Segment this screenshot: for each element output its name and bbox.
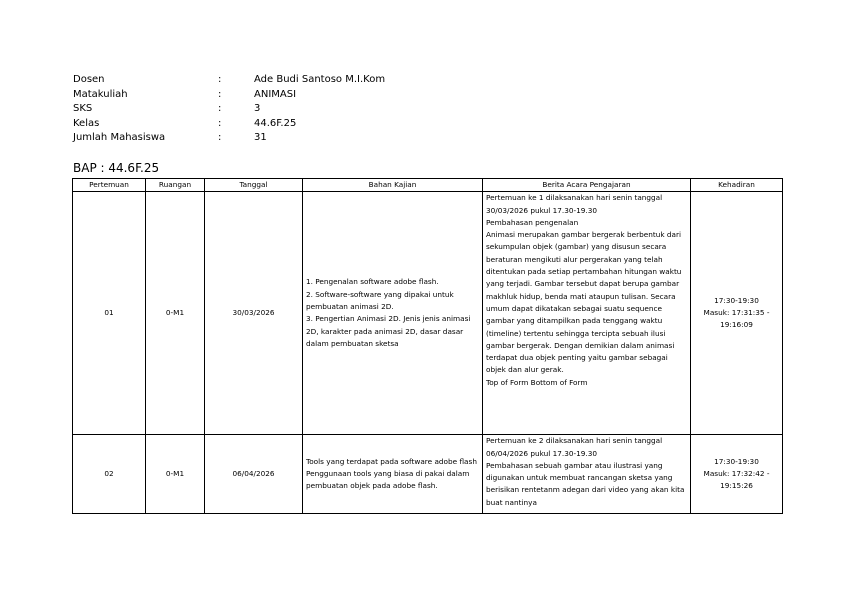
berita-line: Pembahasan sebuah gambar atau ilustrasi yang digunakan untuk membuat rancangan sketsa yang berisikan rentetanm adegan dari video yang akan kita buat nantinya [486,460,685,507]
bap-title: BAP : 44.6F.25 [73,161,160,175]
cell-berita-acara [483,435,691,514]
cell-ruangan: 0-M1 [146,192,205,435]
course-info [73,73,385,146]
info-label: SKS [73,103,93,115]
cell-kehadiran [691,192,783,435]
info-label: Dosen [73,74,105,85]
info-colon: : [218,88,222,100]
kehadiran-masuk: Masuk: 17:32:42 - 19:15:26 [703,469,770,491]
cell-tanggal: 30/03/2026 [205,192,303,435]
info-label: Kelas [73,117,100,129]
info-value: 31 [254,132,267,144]
info-label: Matakuliah [73,88,128,100]
info-value: 3 [254,103,261,115]
bahan-line: Tools yang terdapat pada software adobe flash Penggunaan tools yang biasa di pakai dalam pembuatan objek pada adobe flash. [306,456,477,491]
cell-pertemuan: 02 [73,435,146,514]
bahan-line: 1. Pengenalan software adobe flash. [306,277,439,287]
info-colon: : [218,132,222,144]
cell-bahan-kajian [303,192,483,435]
berita-line: Animasi merupakan gambar bergerak berbentuk dari sekumpulan objek (gambar) yang disusun secara beraturan mengikuti alur pergerakan yang telah ditentukan pada setiap pertambahan hitungan waktu yang terjadi. Gambar tersebut dapat berupa gambar makhluk hidup, benda mati ataupun tulisan. Secara umum dapat dikatakan sebagai suatu sequence gambar yang ditampilkan pada tenggang waktu (timeline) tertentu sehingga tercipta sebuah ilusi gambar bergerak. Dengan demikian dalam animasi terdapat dua objek penting yaitu gambar sebagai objek dan alur gerak. [486,230,682,375]
info-row-jumlah-mahasiswa [73,131,385,146]
table-row [73,435,783,514]
berita-line: Top of Form Bottom of Form [486,377,588,387]
info-colon: : [218,103,222,115]
header-kehadiran: Kehadiran [691,179,783,192]
berita-line: Pertemuan ke 1 dilaksanakan hari senin tanggal 30/03/2026 pukul 17.30-19.30 [486,193,663,215]
berita-line: Pertemuan ke 2 dilaksanakan hari senin tanggal 06/04/2026 pukul 17.30-19.30 [486,436,663,458]
kehadiran-masuk: Masuk: 17:31:35 - 19:16:09 [703,308,770,330]
info-row-dosen [73,73,385,88]
cell-berita-acara [483,192,691,435]
info-colon: : [218,117,222,129]
cell-tanggal: 06/04/2026 [205,435,303,514]
info-value: Ade Budi Santoso M.I.Kom [254,74,386,85]
cell-bahan-kajian [303,435,483,514]
info-row-kelas [73,117,385,132]
info-row-matakuliah [73,88,385,103]
berita-line: Pembahasan pengenalan [486,217,579,227]
cell-ruangan: 0-M1 [146,435,205,514]
bap-table [72,178,783,514]
bahan-line: 3. Pengertian Animasi 2D. Jenis jenis animasi 2D, karakter pada animasi 2D, dasar dasar dalam pembuatan sketsa [306,314,471,348]
table-header-row [73,179,783,192]
info-colon: : [218,74,222,85]
table-row [73,192,783,435]
kehadiran-time: 17:30-19:30 [714,295,759,305]
info-value: 44.6F.25 [254,117,297,129]
cell-pertemuan: 01 [73,192,146,435]
bahan-line: 2. Software-software yang dipakai untuk pembuatan animasi 2D. [306,289,454,311]
info-label: Jumlah Mahasiswa [73,132,166,144]
info-row-sks [73,102,385,117]
header-ruangan: Ruangan [146,179,205,192]
info-value: ANIMASI [254,88,297,100]
header-bahan-kajian: Bahan Kajian [303,179,483,192]
cell-kehadiran [691,435,783,514]
header-pertemuan: Pertemuan [73,179,146,192]
header-berita-acara: Berita Acara Pengajaran [483,179,691,192]
header-tanggal: Tanggal [205,179,303,192]
kehadiran-time: 17:30-19:30 [714,456,759,466]
